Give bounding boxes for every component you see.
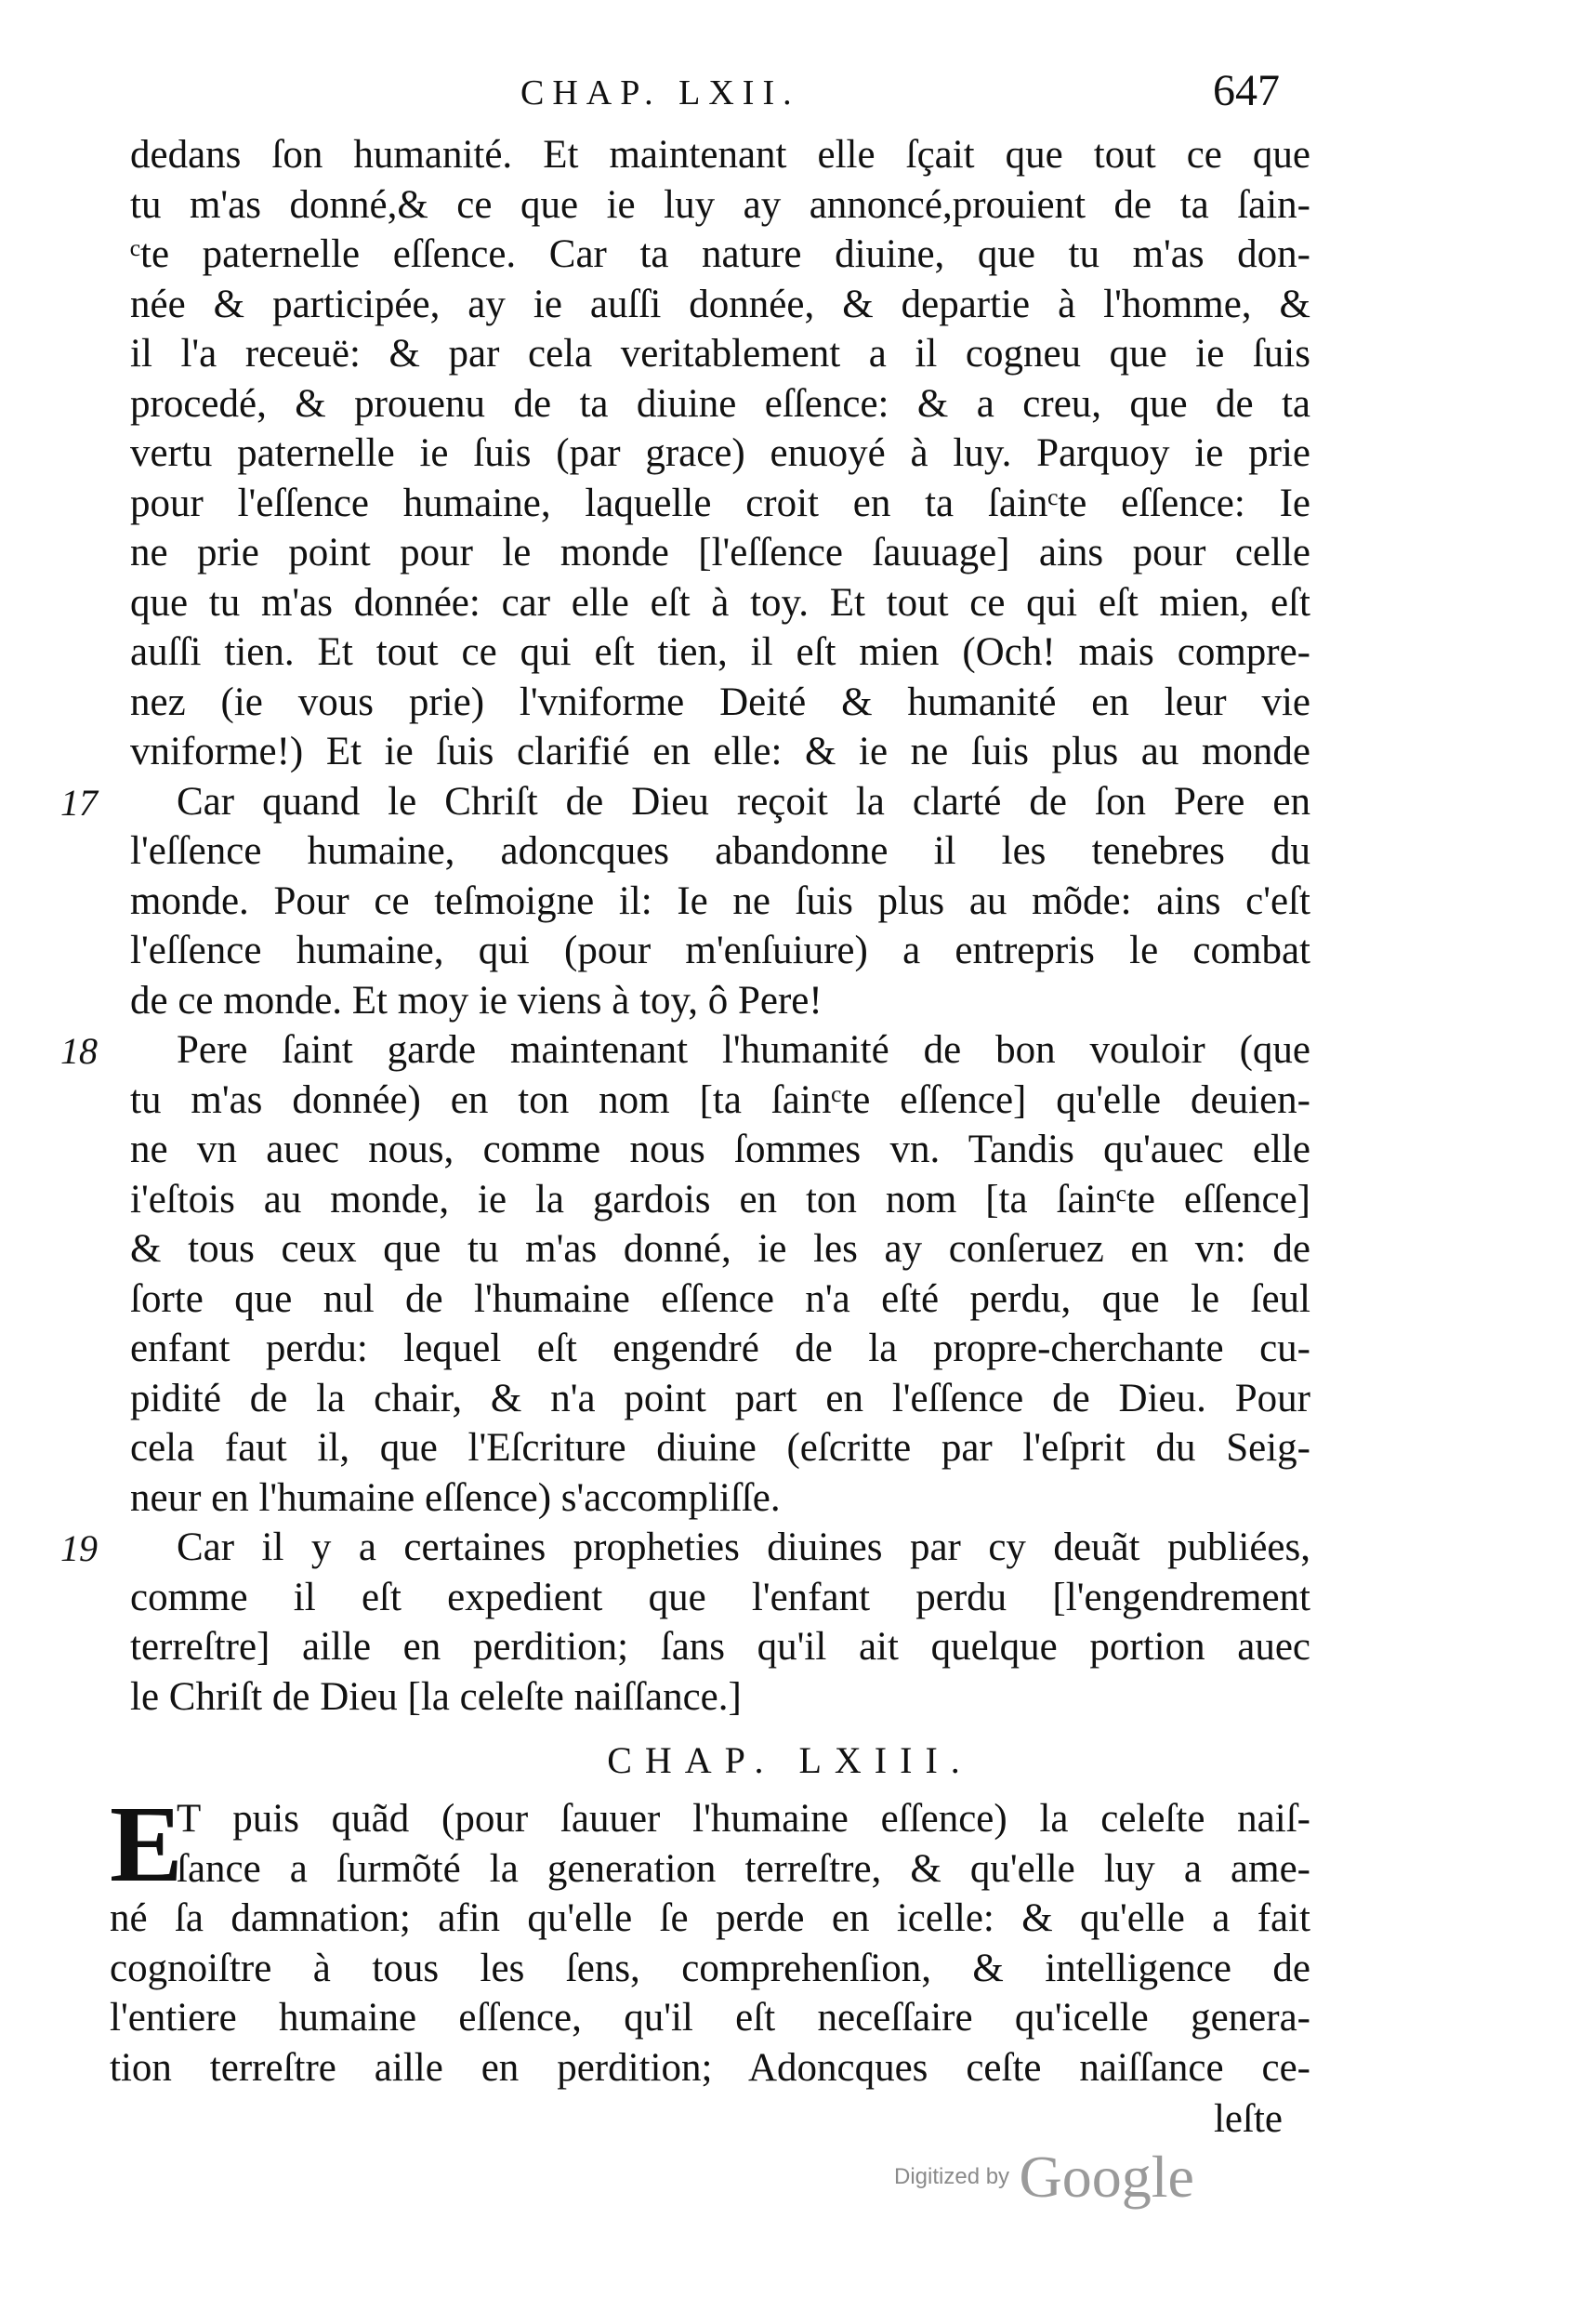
verse-number-18: 18 <box>60 1030 98 1072</box>
text-line: vertu paternelle ie ſuis (par grace) enuoyé à luy. Parquoy ie prie <box>130 431 1310 475</box>
text-line: vniforme!) Et ie ſuis clarifié en elle: & ie ne ſuis plus au monde <box>130 730 1310 773</box>
chapter-62-text <box>130 130 1310 1722</box>
text-line: pour l'eſſence humaine, laquelle croit en ta ſainᶜte eſſence: Ie <box>130 481 1310 525</box>
text-line: & tous ceux que tu m'as donné, ie les ay conſeruez en vn: de <box>130 1227 1310 1271</box>
text-line: T puis quãd (pour ſauuer l'humaine eſſence) la celeſte naiſ- <box>177 1797 1310 1841</box>
catchword: leſte <box>1213 2097 1283 2141</box>
text-line: il l'a receuë: & par cela veritablement a il cogneu que ie ſuis <box>130 332 1310 376</box>
text-line: cognoiſtre à tous les ſens, comprehenſion, & intelligence de <box>110 1946 1310 1990</box>
text-line: procedé, & prouenu de ta diuine eſſence: & a creu, que de ta <box>130 381 1310 426</box>
chapter-heading: CHAP. LXIII. <box>607 1739 973 1781</box>
verse-17-line: Car quand le Chriſt de Dieu reçoit la clarté de ſon Pere en <box>177 779 1310 824</box>
text-line: que tu m'as donnée: car elle eſt à toy. Et tout ce qui eſt mien, eſt <box>130 580 1310 625</box>
text-line: monde. Pour ce teſmoigne il: Ie ne ſuis plus au mõde: ains c'eſt <box>130 878 1310 923</box>
text-line: cela faut il, que l'Eſcriture diuine (eſcritte par l'eſprit du Seig- <box>130 1426 1310 1470</box>
text-line: i'eſtois au monde, ie la gardois en ton nom [ta ſainᶜte eſſence] <box>130 1177 1310 1221</box>
text-line: née & participée, ay ie auſſi donnée, & departie à l'homme, & <box>130 282 1310 326</box>
chapter-63-text <box>110 1783 1310 2093</box>
drop-cap: E <box>110 1783 183 1905</box>
text-line: neur en l'humaine eſſence) s'accompliſſe. <box>130 1475 781 1520</box>
text-line: comme il eſt expedient que l'enfant perdu [l'engendrement <box>130 1575 1310 1619</box>
text-line: l'eſſence humaine, adoncques abandonne il les tenebres du <box>130 829 1310 873</box>
page-number: 647 <box>1213 66 1280 115</box>
text-line: tu m'as donnée) en ton nom [ta ſainᶜte eſſence] qu'elle deuien- <box>130 1077 1310 1122</box>
text-line: dedans ſon humanité. Et maintenant elle ſçait que tout ce que <box>130 133 1310 177</box>
text-line: ſance a ſurmõté la generation terreſtre, & qu'elle luy a ame- <box>177 1846 1310 1891</box>
verse-number-17: 17 <box>60 782 98 824</box>
text-line: terreſtre] aille en perdition; ſans qu'il ait quelque portion auec <box>130 1625 1310 1669</box>
digitization-watermark <box>894 2143 1194 2212</box>
verse-18-line: Pere ſaint garde maintenant l'humanité de bon vouloir (que <box>177 1028 1310 1072</box>
text-line: le Chriſt de Dieu [la celeſte naiſſance.] <box>130 1674 742 1719</box>
text-line: ne vn auec nous, comme nous ſommes vn. Tandis qu'auec elle <box>130 1128 1310 1171</box>
text-line: pidité de la chair, & n'a point part en l'eſſence de Dieu. Pour <box>130 1376 1310 1420</box>
text-line: tu m'as donné,& ce que ie luy ay annoncé,prouient de ta ſain- <box>130 182 1310 227</box>
text-line: ne prie point pour le monde [l'eſſence ſauuage] ains pour celle <box>130 531 1310 574</box>
text-line: nez (ie vous prie) l'vniforme Deité & humanité en leur vie <box>130 680 1310 724</box>
verse-number-19: 19 <box>60 1527 98 1569</box>
text-line: de ce monde. Et moy ie viens à toy, ô Pere! <box>130 978 823 1023</box>
text-line: l'eſſence humaine, qui (pour m'enſuiure) a entrepris le combat <box>130 929 1310 972</box>
text-line: tion terreſtre aille en perdition; Adoncques ceſte naiſſance ce- <box>110 2045 1310 2090</box>
watermark-prefix: Digitized by <box>894 2164 1010 2189</box>
text-line: né ſa damnation; afin qu'elle ſe perde en icelle: & qu'elle a fait <box>110 1896 1310 1940</box>
verse-19-line: Car il y a certaines propheties diuines par cy deuãt publiées, <box>177 1525 1310 1569</box>
google-logo: Google <box>1019 2144 1194 2210</box>
text-line: l'entiere humaine eſſence, qu'il eſt neceſſaire qu'icelle genera- <box>110 1996 1310 2040</box>
text-line: ſorte que nul de l'humaine eſſence n'a eſté perdu, que le ſeul <box>130 1276 1310 1321</box>
text-line: enfant perdu: lequel eſt engendré de la propre-cherchante cu- <box>130 1327 1310 1370</box>
text-line: auſſi tien. Et tout ce qui eſt tien, il eſt mien (Och! mais compre- <box>130 630 1310 674</box>
text-line: ᶜte paternelle eſſence. Car ta nature diuine, que tu m'as don- <box>130 232 1310 276</box>
running-head: CHAP. LXII. <box>520 73 800 112</box>
